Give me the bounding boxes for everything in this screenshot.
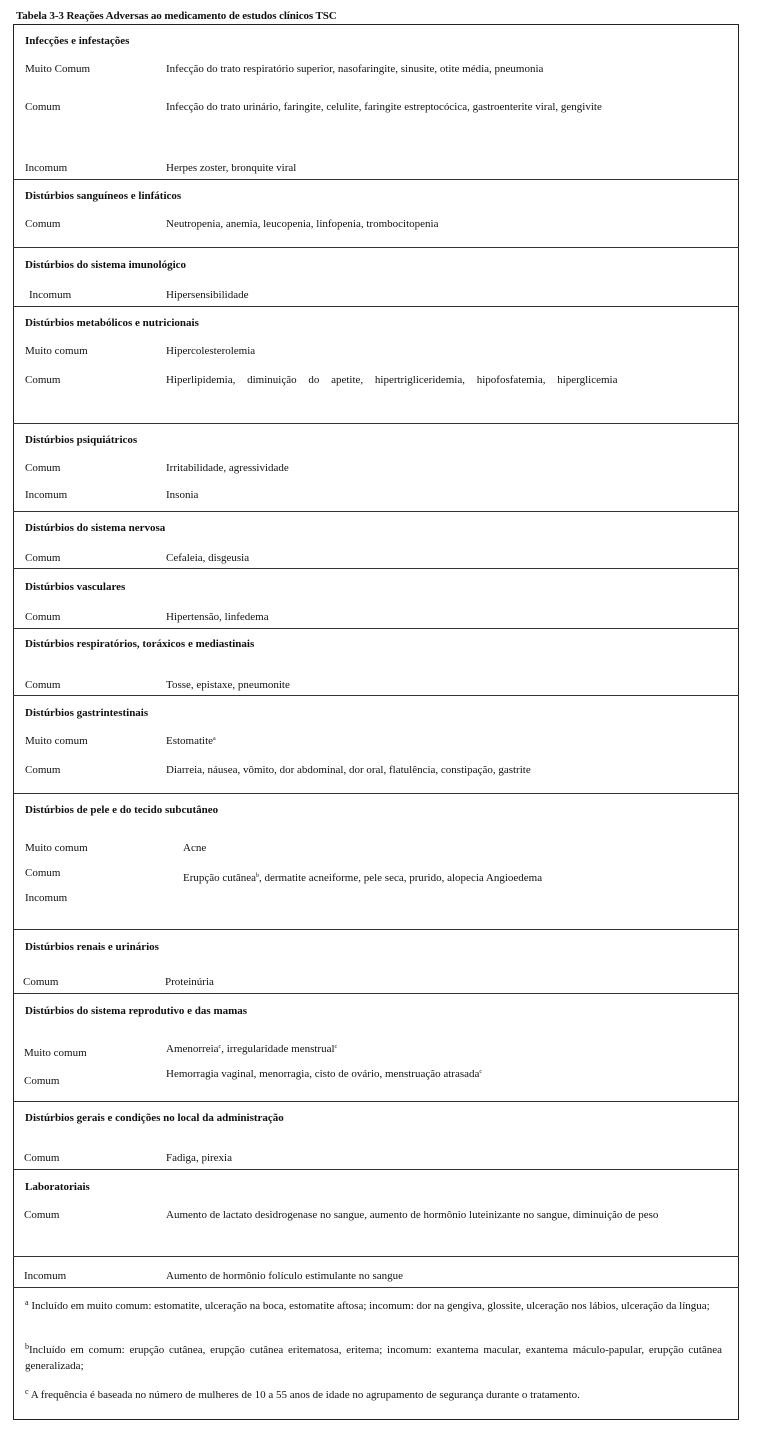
reaction-text: Tosse, epistaxe, pneumonite [166, 679, 290, 691]
reaction-text: Irritabilidade, agressividade [166, 462, 289, 474]
frequency-label: Incomum [24, 1270, 67, 1282]
frequency-label: Comum [25, 867, 61, 879]
frequency-label: Incomum [29, 289, 72, 301]
section-title: Distúrbios psiquiátricos [25, 434, 138, 446]
reaction-text: Herpes zoster, bronquite viral [166, 162, 297, 174]
reaction-text-part: Erupção cutânea [183, 872, 256, 884]
reaction-text: Insonia [166, 489, 199, 501]
footnote-mark: c [479, 1069, 483, 1075]
reaction-text: Aumento de hormônio folículo estimulante no sangue [166, 1270, 404, 1282]
frequency-label: Comum [23, 976, 59, 988]
section-title: Distúrbios vasculares [25, 581, 126, 593]
divider [13, 793, 739, 794]
divider [13, 929, 739, 930]
reaction-text: Infecção do trato urinário, faringite, celulite, faringite estreptocócica, gastroenterite viral, gengivite [166, 101, 602, 113]
section-title: Distúrbios gerais e condições no local da administração [25, 1112, 284, 1124]
reaction-text-part: Estomatite [166, 735, 214, 747]
divider [13, 568, 739, 569]
footnote-mark: c [25, 1387, 29, 1396]
section-title: Distúrbios do sistema reprodutivo e das mamas [25, 1005, 248, 1017]
divider [13, 511, 739, 512]
reaction-text [166, 1067, 482, 1082]
table-caption: Tabela 3-3 Reações Adversas ao medicamento de estudos clínicos TSC [16, 10, 337, 22]
divider [13, 179, 739, 180]
section-title: Distúrbios renais e urinários [25, 941, 159, 953]
frequency-label: Comum [25, 374, 61, 386]
frequency-label: Comum [24, 1152, 60, 1164]
reaction-text-part: Amenorreia [166, 1043, 219, 1055]
reaction-text: Hipercolesterolemia [166, 345, 256, 357]
frequency-label: Comum [25, 764, 61, 776]
reaction-text: Diarreia, náusea, vômito, dor abdominal, dor oral, flatulência, constipação, gastrite [166, 764, 531, 776]
frequency-label: Comum [25, 218, 61, 230]
reaction-text: Cefaleia, disgeusia [166, 552, 250, 564]
divider [13, 423, 739, 424]
reaction-text: Hipertensão, linfedema [166, 611, 269, 623]
divider [13, 247, 739, 248]
frequency-label: Comum [25, 679, 61, 691]
reaction-text: Fadiga, pirexia [166, 1152, 232, 1164]
frequency-label: Comum [24, 1075, 60, 1087]
reaction-text: Neutropenia, anemia, leucopenia, linfopenia, trombocitopenia [166, 218, 439, 230]
section-title: Distúrbios gastrintestinais [25, 707, 149, 719]
footnote-mark: a [213, 736, 216, 742]
frequency-label: Comum [25, 611, 61, 623]
reaction-text: Aumento de lactato desidrogenase no sangue, aumento de hormônio luteinizante no sangue, diminuição de peso [166, 1209, 659, 1221]
frequency-label: Muito comum [24, 1047, 87, 1059]
reaction-text: Hipersensibilidade [166, 289, 249, 301]
frequency-label: Incomum [25, 162, 68, 174]
section-title: Distúrbios do sistema nervosa [25, 522, 166, 534]
footnote-text: Incluído em comum: erupção cutânea, erupção cutânea eritematosa, eritema; incomum: exantema macular, exantema máculo-papular, erupção cutânea generalizada; [25, 1344, 722, 1372]
divider [13, 1287, 739, 1288]
frequency-label: Comum [25, 101, 61, 113]
section-title: Laboratoriais [25, 1181, 90, 1193]
frequency-label: Muito Comum [25, 63, 91, 75]
reaction-text: Hiperlipidemia, diminuição do apetite, hipertrigliceridemia, hipofosfatemia, hiperglicemia [166, 374, 618, 386]
frequency-label: Muito comum [25, 735, 88, 747]
reaction-text: Proteinúria [165, 976, 214, 988]
section-title: Infecções e infestações [25, 35, 130, 47]
reaction-text-part: , dermatite acneiforme, pele seca, prurido, alopecia Angioedema [258, 872, 543, 884]
footnote-mark: b [255, 873, 259, 879]
divider [13, 306, 739, 307]
divider [13, 628, 739, 629]
reaction-text [183, 871, 542, 886]
reaction-text-part: , irregularidade menstrual [221, 1043, 335, 1055]
footnote-mark: c [218, 1044, 222, 1050]
divider [13, 1256, 739, 1257]
reaction-text: Infecção do trato respiratório superior, nasofaringite, sinusite, otite média, pneumonia [166, 63, 544, 75]
reaction-text: Acne [183, 842, 207, 854]
frequency-label: Muito comum [25, 842, 88, 854]
footnote-text: A frequência é baseada no número de mulheres de 10 a 55 anos de idade no agrupamento de segurança durante o tratamento. [28, 1389, 580, 1401]
footnote [25, 1298, 722, 1314]
divider [13, 1169, 739, 1170]
frequency-label: Comum [25, 462, 61, 474]
section-title: Distúrbios do sistema imunológico [25, 259, 187, 271]
frequency-label: Incomum [25, 489, 68, 501]
footnote-mark: c [334, 1044, 338, 1050]
footnote [25, 1342, 722, 1374]
frequency-label: Incomum [25, 892, 68, 904]
section-title: Distúrbios respiratórios, toráxicos e mediastinais [25, 638, 255, 650]
frequency-label: Muito comum [25, 345, 88, 357]
frequency-label: Comum [24, 1209, 60, 1221]
reaction-text [166, 1042, 337, 1057]
footnote-mark: b [25, 1342, 29, 1351]
frequency-label: Comum [25, 552, 61, 564]
section-title: Distúrbios sanguíneos e linfáticos [25, 190, 182, 202]
divider [13, 1101, 739, 1102]
reaction-text [166, 734, 216, 749]
divider [13, 695, 739, 696]
section-title: Distúrbios de pele e do tecido subcutâneo [25, 804, 219, 816]
footnote-mark: a [25, 1298, 29, 1307]
footnote-text: Incluído em muito comum: estomatite, ulceração na boca, estomatite aftosa; incomum: dor na gengiva, glossite, ulceração nos lábios, ulceração da língua; [28, 1300, 710, 1312]
reaction-text-part: Hemorragia vaginal, menorragia, cisto de ovário, menstruação atrasada [166, 1068, 480, 1080]
section-title: Distúrbios metabólicos e nutricionais [25, 317, 199, 329]
footnote [25, 1387, 735, 1403]
divider [13, 993, 739, 994]
